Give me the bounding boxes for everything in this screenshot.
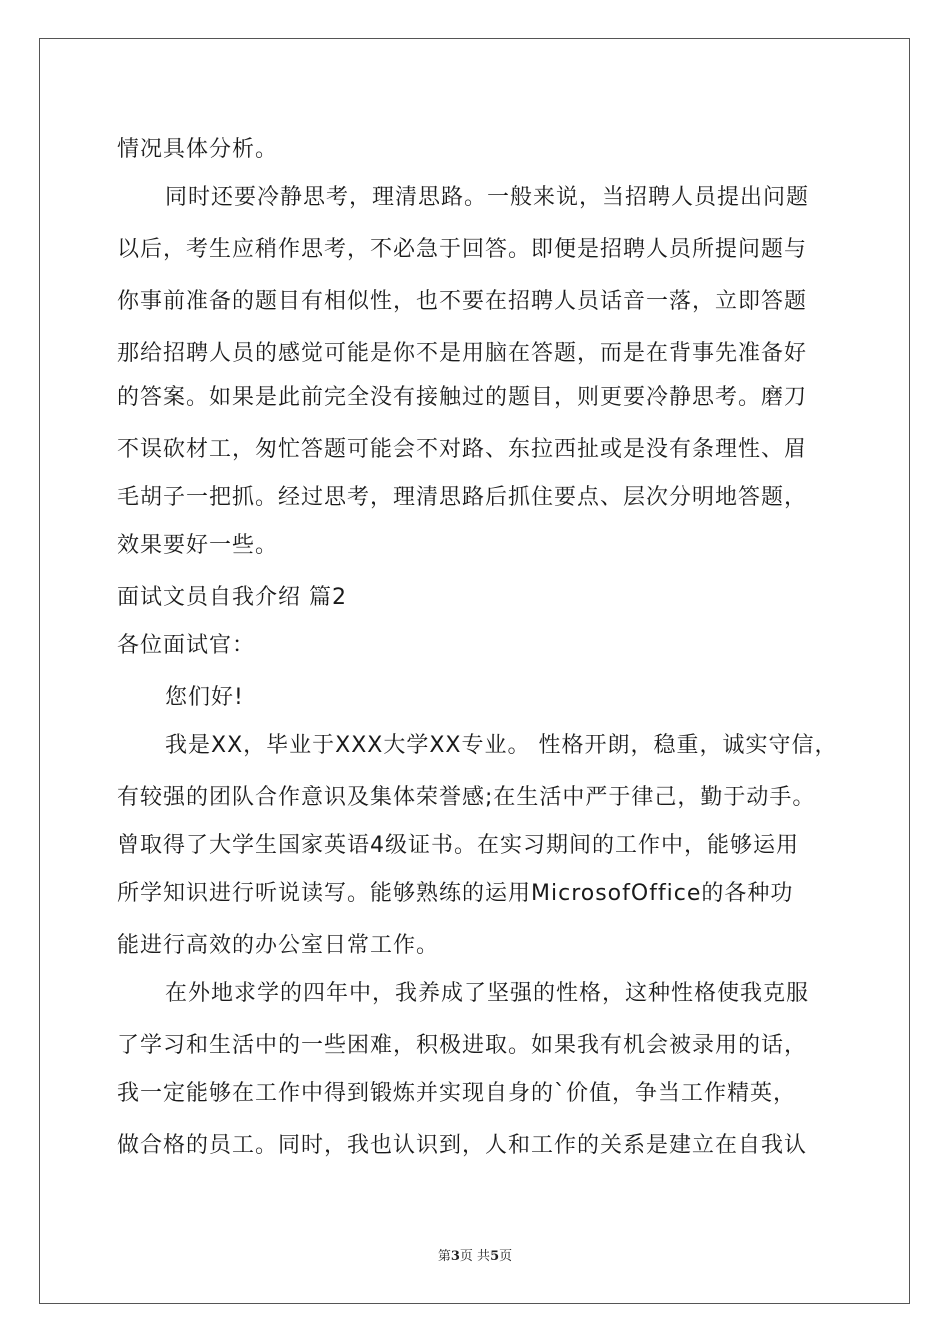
text-line: 那给招聘人员的感觉可能是你不是用脑在答题，而是在背事先准备好 bbox=[117, 341, 808, 366]
text-line: 做合格的员工。同时，我也认识到，人和工作的关系是建立在自我认 bbox=[117, 1133, 808, 1158]
text-line: 在外地求学的四年中，我养成了坚强的性格，这种性格使我克服 bbox=[165, 981, 810, 1006]
text-line: 的答案。如果是此前完全没有接触过的题目，则更要冷静思考。磨刀 bbox=[117, 385, 808, 410]
section-heading: 面试文员自我介绍 篇2 bbox=[117, 585, 347, 610]
salutation: 各位面试官： bbox=[117, 633, 256, 658]
text-line: 以后，考生应稍作思考，不必急于回答。即便是招聘人员所提问题与 bbox=[117, 237, 808, 262]
text-line: 我一定能够在工作中得到锻炼并实现自身的`价值，争当工作精英， bbox=[117, 1081, 797, 1106]
footer-prefix: 第 bbox=[437, 1249, 451, 1264]
text-line: 有较强的团队合作意识及集体荣誉感;在生活中严于律己，勤于动手。 bbox=[117, 785, 816, 810]
text-line: 能进行高效的办公室日常工作。 bbox=[117, 933, 440, 958]
text-line: 情况具体分析。 bbox=[117, 137, 279, 162]
text-line: 我是XX，毕业于XXX大学XX专业。 性格开朗，稳重，诚实守信， bbox=[165, 733, 838, 758]
footer-suffix: 页 bbox=[499, 1249, 513, 1264]
page-footer bbox=[0, 1249, 950, 1265]
text-line: 了学习和生活中的一些困难，积极进取。如果我有机会被录用的话， bbox=[117, 1033, 808, 1058]
text-line: 同时还要冷静思考，理清思路。一般来说，当招聘人员提出问题 bbox=[165, 185, 810, 210]
total-pages-number: 5 bbox=[490, 1249, 500, 1264]
page-border bbox=[39, 38, 910, 1304]
text-line: 曾取得了大学生国家英语4级证书。在实习期间的工作中，能够运用 bbox=[117, 833, 799, 858]
text-line: 毛胡子一把抓。经过思考，理清思路后抓住要点、层次分明地答题， bbox=[117, 485, 808, 510]
text-line: 效果要好一些。 bbox=[117, 533, 279, 558]
text-line: 不误砍材工，匆忙答题可能会不对路、东拉西扯或是没有条理性、眉 bbox=[117, 437, 808, 462]
text-line: 你事前准备的题目有相似性，也不要在招聘人员话音一落，立即答题 bbox=[117, 289, 808, 314]
text-line: 所学知识进行听说读写。能够熟练的运用MicrosofOffice的各种功 bbox=[117, 881, 794, 906]
footer-mid: 页 共 bbox=[459, 1249, 491, 1264]
current-page-number: 3 bbox=[450, 1249, 460, 1264]
greeting: 您们好! bbox=[165, 685, 244, 710]
